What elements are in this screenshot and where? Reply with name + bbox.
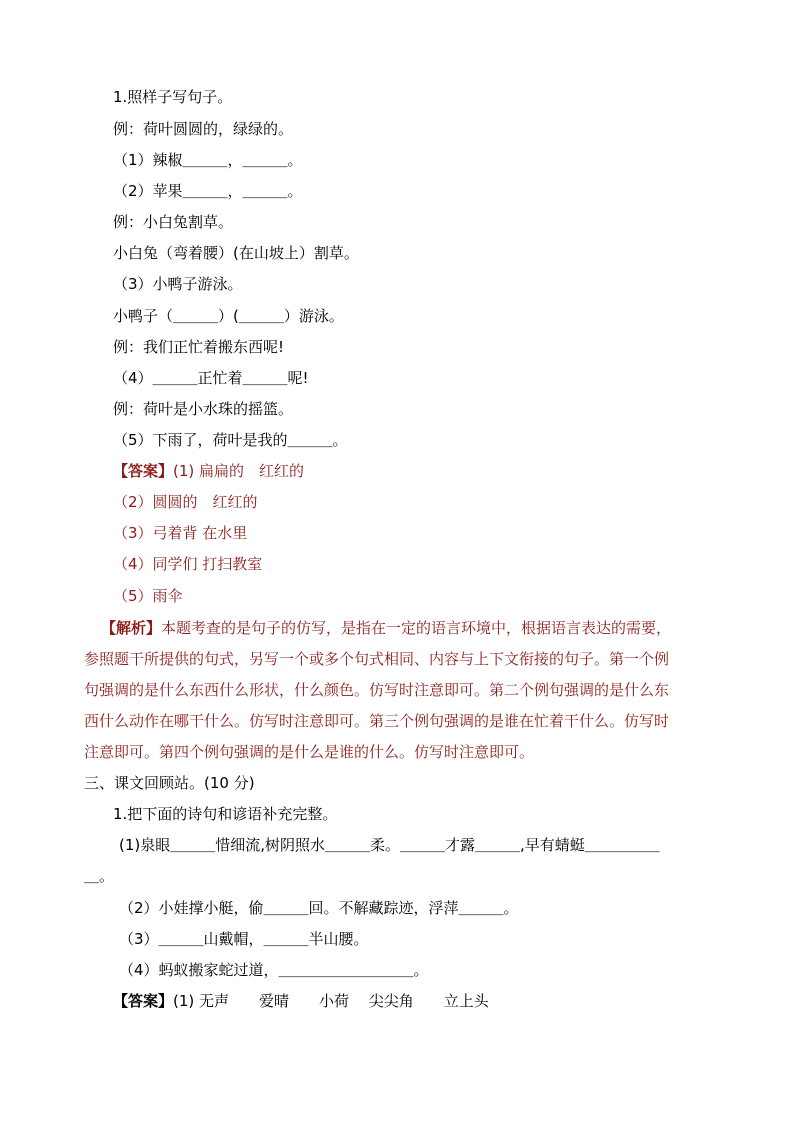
question-item: （2）小娃撑小艇，偷＿＿＿回。不解藏踪迹，浮萍＿＿＿。	[119, 899, 519, 917]
example-sentence: 例：我们正忙着搬东西呢!	[113, 338, 285, 356]
answer-label: 【答案】	[113, 992, 174, 1010]
answer-line: （5）雨伞	[113, 587, 183, 605]
answer-line: （2）圆圆的 红红的	[113, 493, 258, 511]
question-item: （4）蚂蚁搬家蛇过道，＿＿＿＿＿＿＿＿＿。	[119, 961, 429, 979]
explanation-line: 注意即可。第四个例句强调的是什么是谁的什么。仿写时注意即可。	[84, 743, 535, 761]
question-item: （3）小鸭子游泳。	[113, 275, 243, 293]
answer-line	[113, 461, 304, 481]
example-sentence: 例：荷叶是小水珠的摇篮。	[113, 400, 294, 418]
answer-line: （3）弓着背 在水里	[113, 524, 248, 542]
explanation-label: 【解析】	[101, 619, 162, 637]
question-item: (1)泉眼＿＿＿惜细流,树阴照水＿＿＿柔。＿＿＿才露＿＿＿,早有蜻蜓＿＿＿＿＿	[119, 836, 660, 854]
question-item: （5）下雨了，荷叶是我的＿＿＿。	[113, 431, 348, 449]
explanation-text: 本题考查的是句子的仿写，是指在一定的语言环境中，根据语言表达的需要，	[161, 619, 672, 637]
question-item: （2）苹果＿＿＿，＿＿＿。	[113, 182, 303, 200]
question-item: （4）＿＿＿正忙着＿＿＿呢!	[113, 369, 309, 387]
explanation-line: 参照题干所提供的句式，另写一个或多个句式相同、内容与上下文衔接的句子。第一个例	[84, 650, 670, 668]
example-sentence: 例：荷叶圆圆的，绿绿的。	[113, 120, 294, 138]
question-title: 1.照样子写句子。	[113, 88, 233, 106]
answer-label: 【答案】	[113, 462, 174, 480]
example-sentence: 小白兔（弯着腰）(在山坡上）割草。	[113, 244, 359, 262]
question-item: （3）＿＿＿山戴帽，＿＿＿半山腰。	[119, 930, 369, 948]
section-heading: 三、课文回顾站。(10 分)	[84, 774, 255, 792]
question-item: 小鸭子（＿＿＿）(＿＿＿）游泳。	[113, 307, 344, 325]
answer-text: (1) 无声 爱晴 小荷 尖尖角 立上头	[173, 992, 489, 1010]
example-sentence: 例：小白兔割草。	[113, 213, 234, 231]
explanation-line: 句强调的是什么东西什么形状，什么颜色。仿写时注意即可。第二个例句强调的是什么东	[84, 681, 670, 699]
question-title: 1.把下面的诗句和谚语补充完整。	[113, 805, 338, 823]
question-item-continued: ＿。	[84, 867, 115, 885]
answer-text: (1) 扁扁的 红红的	[173, 462, 305, 480]
explanation-line: 西什么动作在哪干什么。仿写时注意即可。第三个例句强调的是谁在忙着干什么。仿写时	[84, 712, 670, 730]
answer-line	[113, 991, 489, 1011]
answer-line: （4）同学们 打扫教室	[113, 555, 263, 573]
explanation-line	[101, 618, 671, 638]
question-item: （1）辣椒＿＿＿，＿＿＿。	[113, 151, 303, 169]
